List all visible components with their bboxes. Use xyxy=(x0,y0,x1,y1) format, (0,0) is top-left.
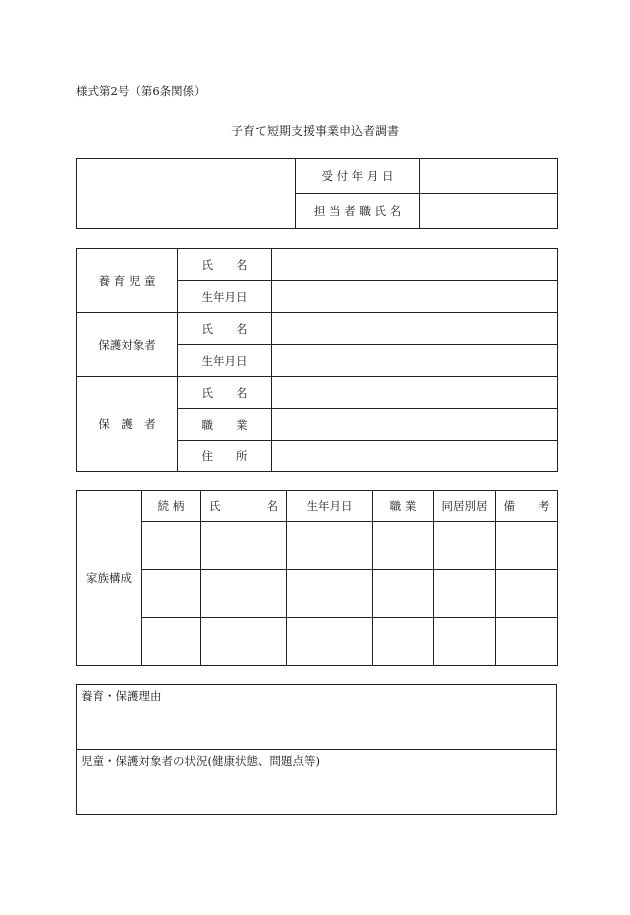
family-cell[interactable] xyxy=(373,522,434,570)
family-header-name: 氏 名 xyxy=(201,491,287,522)
family-cell[interactable] xyxy=(496,618,558,666)
family-cell[interactable] xyxy=(142,522,201,570)
reasons-table xyxy=(76,684,557,815)
family-cell[interactable] xyxy=(142,570,201,618)
care-reason-label: 養育・保護理由 xyxy=(81,689,162,703)
family-cell[interactable] xyxy=(496,522,558,570)
family-cell[interactable] xyxy=(201,570,287,618)
family-header-birthdate: 生年月日 xyxy=(287,491,373,522)
family-cell[interactable] xyxy=(287,570,373,618)
family-cell[interactable] xyxy=(434,522,496,570)
family-header-occupation: 職 業 xyxy=(373,491,434,522)
family-table xyxy=(76,490,558,666)
family-cell[interactable] xyxy=(373,570,434,618)
family-label: 家族構成 xyxy=(77,491,142,666)
protected-name-field[interactable] xyxy=(272,313,558,345)
protected-birthdate-label: 生年月日 xyxy=(178,345,272,377)
family-cell[interactable] xyxy=(201,522,287,570)
family-header-remarks: 備 考 xyxy=(496,491,558,522)
guardian-occupation-field[interactable] xyxy=(272,409,558,441)
guardian-occupation-label: 職 業 xyxy=(178,409,272,441)
child-name-field[interactable] xyxy=(272,249,558,281)
protected-birthdate-field[interactable] xyxy=(272,345,558,377)
guardian-name-label: 氏 名 xyxy=(178,377,272,409)
table-row xyxy=(77,570,558,618)
family-cell[interactable] xyxy=(373,618,434,666)
table-row xyxy=(77,522,558,570)
family-header-relation: 続 柄 xyxy=(142,491,201,522)
family-cell[interactable] xyxy=(142,618,201,666)
page-title: 子育て短期支援事業申込者調書 xyxy=(230,124,399,138)
child-birthdate-label: 生年月日 xyxy=(178,281,272,313)
family-cell[interactable] xyxy=(434,618,496,666)
receipt-date-field[interactable] xyxy=(420,159,558,194)
condition-field[interactable] xyxy=(77,750,557,815)
family-cell[interactable] xyxy=(287,522,373,570)
guardian-address-field[interactable] xyxy=(272,441,558,472)
care-reason-field[interactable] xyxy=(77,685,557,750)
condition-label: 児童・保護対象者の状況(健康状態、問題点等) xyxy=(81,754,320,768)
child-birthdate-field[interactable] xyxy=(272,281,558,313)
receipt-box xyxy=(76,158,558,229)
family-cell[interactable] xyxy=(496,570,558,618)
family-cell[interactable] xyxy=(201,618,287,666)
staff-name-label: 担 当 者 職 氏 名 xyxy=(296,194,420,229)
child-name-label: 氏 名 xyxy=(178,249,272,281)
staff-name-field[interactable] xyxy=(420,194,558,229)
guardian-name-field[interactable] xyxy=(272,377,558,409)
guardian-address-label: 住 所 xyxy=(178,441,272,472)
blank-area xyxy=(77,159,296,229)
child-group-label: 養 育 児 童 xyxy=(77,249,178,313)
table-row xyxy=(77,618,558,666)
family-cell[interactable] xyxy=(287,618,373,666)
form-number: 様式第2号（第6条関係） xyxy=(76,84,206,98)
receipt-date-label: 受 付 年 月 日 xyxy=(296,159,420,194)
protected-name-label: 氏 名 xyxy=(178,313,272,345)
persons-table xyxy=(76,248,558,472)
family-header-cohabitation: 同居別居 xyxy=(434,491,496,522)
guardian-group-label: 保 護 者 xyxy=(77,377,178,472)
protected-group-label: 保護対象者 xyxy=(77,313,178,377)
family-cell[interactable] xyxy=(434,570,496,618)
